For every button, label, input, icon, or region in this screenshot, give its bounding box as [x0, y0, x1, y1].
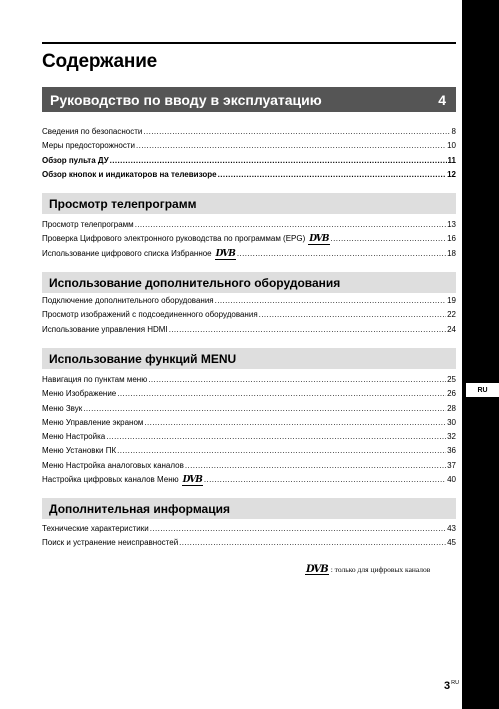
toc-label: Меню Настройка аналоговых каналов — [42, 460, 184, 470]
page-number-value: 3 — [444, 680, 451, 692]
page-number-suffix: RU — [451, 680, 460, 687]
side-bar — [462, 0, 499, 709]
toc-label: Меню Настройка — [42, 432, 106, 442]
toc-page: 12 — [447, 169, 456, 179]
toc-page: 24 — [447, 324, 456, 334]
toc-label: Меню Изображение — [42, 389, 117, 399]
top-rule — [42, 42, 456, 44]
page-title: Содержание — [42, 51, 158, 72]
toc-row[interactable] — [42, 156, 456, 170]
toc-row[interactable] — [42, 220, 456, 234]
toc-label: Просмотр изображений с подсоединенного оборудования — [42, 310, 258, 320]
leader-dots — [83, 404, 446, 413]
leader-dots — [185, 461, 446, 470]
toc-label: Технические характеристики — [42, 524, 149, 533]
toc-row[interactable] — [42, 141, 456, 155]
toc-label: Обзор пульта ДУ — [42, 155, 109, 165]
toc-page: 8 — [451, 127, 456, 136]
toc-label: Поиск и устранение неисправностей — [42, 538, 179, 548]
toc-row[interactable] — [42, 325, 456, 339]
toc-page: 19 — [447, 296, 456, 305]
section-list — [42, 375, 456, 489]
section-header[interactable]: Использование функций MENU — [42, 348, 456, 369]
toc-label: Обзор кнопок и индикаторов на телевизоре — [42, 169, 217, 179]
toc-row[interactable] — [42, 432, 456, 446]
leader-dots — [179, 538, 446, 547]
leader-dots — [259, 310, 446, 319]
toc-page: 11 — [447, 155, 456, 165]
toc-page: 22 — [447, 310, 456, 320]
section-list — [42, 296, 456, 339]
toc-label: Просмотр телепрограмм — [42, 220, 134, 229]
toc-row[interactable] — [42, 234, 456, 248]
page-number — [444, 680, 459, 692]
toc-page: 16 — [447, 234, 456, 244]
leader-dots — [117, 446, 446, 455]
toc-page: 13 — [447, 220, 456, 229]
dvb-icon: DVB — [309, 234, 329, 245]
section-header[interactable]: Дополнительная информация — [42, 498, 456, 519]
dvb-icon: DVB — [182, 475, 202, 486]
toc-label: Использование управления HDMI — [42, 324, 168, 334]
toc-page: 25 — [447, 375, 456, 384]
leader-dots — [169, 325, 446, 334]
toc-label: Проверка Цифрового электронного руководства по программам (EPG) — [42, 234, 306, 244]
toc-row[interactable] — [42, 249, 456, 263]
toc-row[interactable] — [42, 446, 456, 460]
toc-page: 32 — [447, 432, 456, 442]
intro-list — [42, 127, 456, 184]
toc-row[interactable] — [42, 475, 456, 489]
toc-page: 30 — [447, 417, 456, 427]
leader-dots — [215, 296, 446, 305]
leader-dots — [204, 475, 446, 484]
leader-dots — [148, 375, 446, 384]
toc-page: 37 — [447, 460, 456, 470]
main-section-page: 4 — [438, 91, 446, 108]
toc-label: Меню Управление экраном — [42, 417, 144, 427]
section-list — [42, 524, 456, 553]
leader-dots — [218, 170, 447, 179]
leader-dots — [143, 127, 450, 136]
toc-row[interactable] — [42, 538, 456, 552]
toc-row[interactable] — [42, 310, 456, 324]
leader-dots — [135, 220, 446, 229]
toc-page: 43 — [447, 524, 456, 533]
toc-row[interactable] — [42, 127, 456, 141]
toc-label: Настройка цифровых каналов Меню — [42, 475, 179, 485]
section-header[interactable]: Использование дополнительного оборудования — [42, 272, 456, 293]
toc-row[interactable] — [42, 375, 456, 389]
toc-label: Сведения по безопасности — [42, 127, 143, 136]
toc-page: 36 — [447, 446, 456, 456]
toc-label: Навигация по пунктам меню — [42, 375, 148, 384]
toc-page: 18 — [447, 248, 456, 258]
leader-dots — [150, 524, 446, 533]
toc-row[interactable] — [42, 296, 456, 310]
toc-row[interactable] — [42, 524, 456, 538]
main-section-header[interactable] — [42, 87, 456, 112]
toc-label: Использование цифрового списка Избранное — [42, 248, 212, 258]
toc-label: Меры предосторожности — [42, 141, 135, 151]
main-section-title: Руководство по вводу в эксплуатацию — [50, 91, 322, 108]
toc-label: Подключение дополнительного оборудования — [42, 296, 214, 305]
toc-row[interactable] — [42, 404, 456, 418]
toc-row[interactable] — [42, 170, 456, 184]
toc-row[interactable] — [42, 461, 456, 475]
leader-dots — [144, 418, 446, 427]
footnote-text: : только для цифровых каналов — [330, 565, 431, 574]
toc-page: 45 — [447, 538, 456, 548]
toc-label: Меню Звук — [42, 403, 83, 413]
section-list — [42, 220, 456, 263]
leader-dots — [331, 234, 447, 243]
toc-row[interactable] — [42, 418, 456, 432]
leader-dots — [136, 141, 446, 150]
toc-page: 28 — [447, 403, 456, 413]
toc-page: 26 — [447, 389, 456, 399]
leader-dots — [110, 156, 447, 165]
toc-page: 10 — [447, 141, 456, 151]
leader-dots — [237, 249, 446, 258]
leader-dots — [106, 432, 446, 441]
leader-dots — [117, 389, 446, 398]
toc-page: 40 — [447, 475, 456, 485]
dvb-icon: DVB — [306, 564, 328, 575]
dvb-icon: DVB — [215, 248, 235, 259]
toc-label: Меню Установки ПК — [42, 446, 117, 456]
dvb-footnote — [305, 565, 430, 575]
language-tab: RU — [466, 383, 499, 397]
section-header[interactable]: Просмотр телепрограмм — [42, 193, 456, 214]
toc-row[interactable] — [42, 389, 456, 403]
